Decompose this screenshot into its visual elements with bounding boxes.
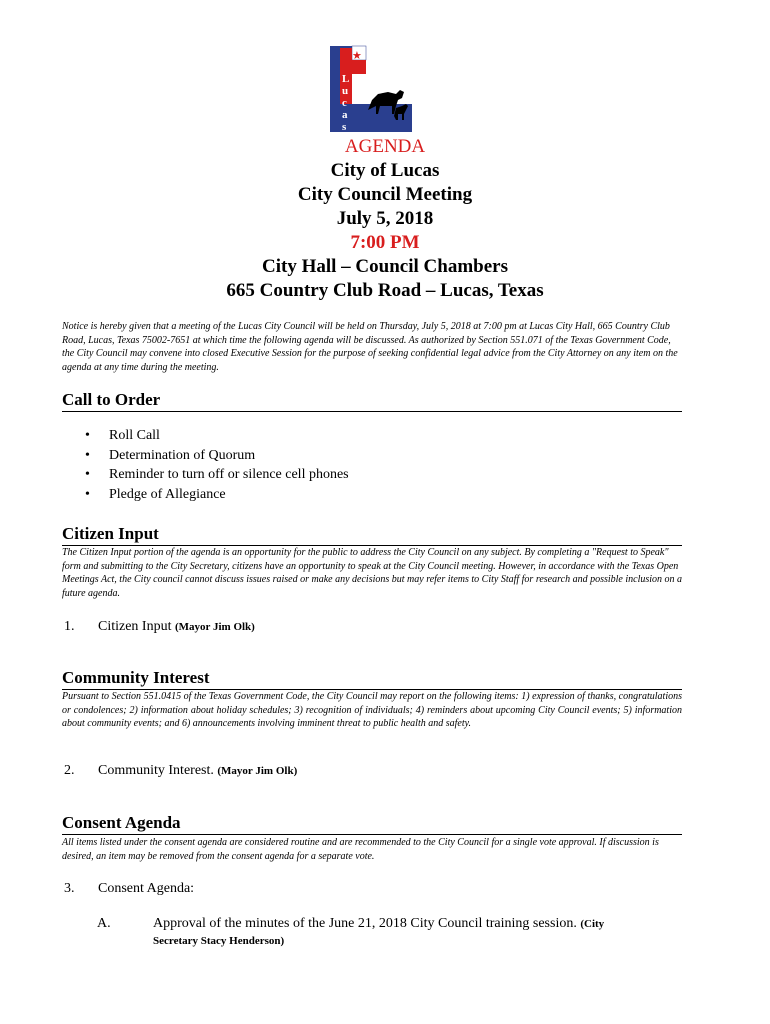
sub-item-presenter-cont: Secretary Stacy Henderson) bbox=[153, 935, 285, 947]
consent-agenda-description: All items listed under the consent agenda are considered routine and are recommended to the City Council for a single vote approval. If discussion is desired, an item may be removed from the consent agenda for a separate vote. bbox=[62, 837, 659, 862]
item-presenter: (Mayor Jim Olk) bbox=[217, 765, 298, 777]
list-item: • Determination of Quorum bbox=[85, 447, 256, 463]
meeting-location: City Hall – Council Chambers bbox=[262, 256, 508, 277]
agenda-item-2: 2. Community Interest. (Mayor Jim Olk) bbox=[64, 763, 298, 778]
sub-item-letter: A. bbox=[97, 916, 111, 931]
citizen-input-heading: Citizen Input bbox=[62, 524, 682, 546]
agenda-item-1: 1. Citizen Input (Mayor Jim Olk) bbox=[64, 619, 255, 634]
meeting-time: 7:00 PM bbox=[350, 232, 420, 253]
item-text: Citizen Input bbox=[98, 619, 172, 634]
meeting-type: City Council Meeting bbox=[297, 184, 473, 205]
item-text: Community Interest. bbox=[98, 763, 214, 778]
sub-item-presenter: (City bbox=[580, 918, 605, 930]
meeting-address: 665 Country Club Road – Lucas, Texas bbox=[226, 280, 544, 301]
list-item: • Reminder to turn off or silence cell phones bbox=[85, 467, 349, 482]
meeting-date: July 5, 2018 bbox=[336, 208, 434, 229]
call-to-order-heading: Call to Order bbox=[62, 390, 682, 412]
agenda-label: AGENDA bbox=[344, 136, 426, 157]
consent-agenda-heading: Consent Agenda bbox=[62, 813, 682, 835]
item-presenter: (Mayor Jim Olk) bbox=[175, 621, 255, 633]
list-item: • Pledge of Allegiance bbox=[85, 486, 226, 502]
logo-star: ★ bbox=[352, 49, 362, 62]
logo-letter: s bbox=[342, 121, 347, 133]
list-item: • Roll Call bbox=[85, 428, 160, 443]
community-interest-heading: Community Interest bbox=[62, 668, 682, 690]
item-text: Consent Agenda: bbox=[98, 881, 195, 896]
logo-letter: a bbox=[342, 109, 348, 121]
consent-item-a bbox=[97, 916, 687, 956]
city-of-lucas-logo bbox=[330, 42, 412, 134]
agenda-item-3: 3. Consent Agenda: bbox=[64, 881, 195, 896]
community-interest-description: Pursuant to Section 551.0415 of the Texas Government Code, the City Council may report on the following items: 1) expression of thanks, congratulations or condolences; 2) information about holiday schedules; 3) recognition of individuals; 4) reminders about upcoming City Council events; 5) information about community events; and 6) announcements involving imminent threat to public health and safety. bbox=[62, 691, 682, 729]
call-to-order-list bbox=[85, 428, 349, 506]
logo-letter: L bbox=[342, 73, 350, 85]
logo-letter: u bbox=[342, 85, 349, 97]
citizen-input-description: The Citizen Input portion of the agenda is an opportunity for the public to address the City Council on any subject. By completing a "Request to Speak" form and submitting to the City Secretary, citizens have an opportunity to speak at the City Council meeting. However, in accordance with the Texas Open Meetings Act, the City council cannot discuss issues raised or make any decisions but may refer items to City Staff for research and possible inclusion on a future agenda. bbox=[62, 547, 683, 599]
meeting-notice: Notice is hereby given that a meeting of the Lucas City Council will be held on Thursday, July 5, 2018 at 7:00 pm at Lucas City Hall, 665 Country Club Road, Lucas, Texas 75002-7651 at which time the following agenda will be discussed. As authorized by Section 551.071 of the Texas Government Code, the City Council may convene into closed Executive Session for the purpose of seeking confidential legal advice from the City Attorney on any item on the agenda at any time during the meeting. bbox=[62, 321, 678, 373]
city-name: City of Lucas bbox=[330, 160, 440, 181]
logo-letter: c bbox=[342, 97, 347, 109]
sub-item-text: Approval of the minutes of the June 21, 2018 City Council training session. bbox=[153, 916, 577, 931]
